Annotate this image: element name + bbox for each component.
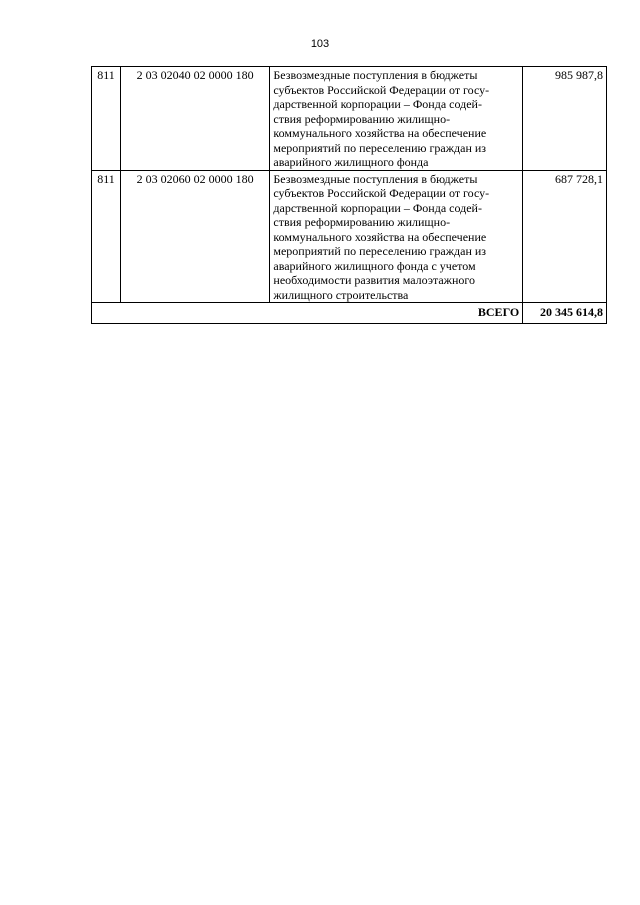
amount-cell: 985 987,8 — [523, 67, 607, 171]
revenue-name-line: субъектов Российской Федерации от госу- — [273, 186, 490, 200]
table-row — [92, 170, 607, 303]
revenue-name-line: коммунального хозяйства на обеспечение — [273, 126, 487, 140]
budget-code-cell: 2 03 02040 02 0000 180 — [120, 67, 269, 171]
revenue-name-line: аварийного жилищного фонда — [273, 155, 429, 169]
admin-code-cell: 811 — [92, 170, 121, 303]
revenue-name-line: дарственной корпорации – Фонда содей- — [273, 200, 482, 215]
total-label: ВСЕГО — [92, 303, 523, 324]
admin-code-cell: 811 — [92, 67, 121, 171]
revenue-name-line: Безвозмездные поступления в бюджеты — [273, 171, 478, 186]
total-row — [92, 303, 607, 324]
revenue-name-cell — [270, 67, 523, 171]
table-row — [92, 67, 607, 171]
revenue-name-line: коммунального хозяйства на обеспечение — [273, 229, 487, 244]
revenue-name-line: ствия реформированию жилищно- — [273, 111, 451, 126]
revenue-table — [91, 66, 607, 324]
budget-code-cell: 2 03 02060 02 0000 180 — [120, 170, 269, 303]
revenue-name-line: ствия реформированию жилищно- — [273, 215, 451, 229]
revenue-name-line: аварийного жилищного фонда с учетом — [273, 258, 476, 273]
amount-cell: 687 728,1 — [523, 170, 607, 303]
page-number: 103 — [310, 38, 330, 50]
total-amount: 20 345 614,8 — [523, 303, 607, 324]
revenue-name-line: мероприятий по переселению граждан из — [273, 244, 487, 258]
revenue-name-line: Безвозмездные поступления в бюджеты — [273, 68, 478, 82]
revenue-name-line: мероприятий по переселению граждан из — [273, 140, 487, 155]
revenue-name-line: жилищного строительства — [273, 287, 409, 302]
revenue-name-line: субъектов Российской Федерации от госу- — [273, 82, 490, 97]
revenue-name-cell — [270, 170, 523, 303]
revenue-name-line: необходимости развития малоэтажного — [273, 273, 476, 287]
revenue-name-line: дарственной корпорации – Фонда содей- — [273, 97, 482, 111]
